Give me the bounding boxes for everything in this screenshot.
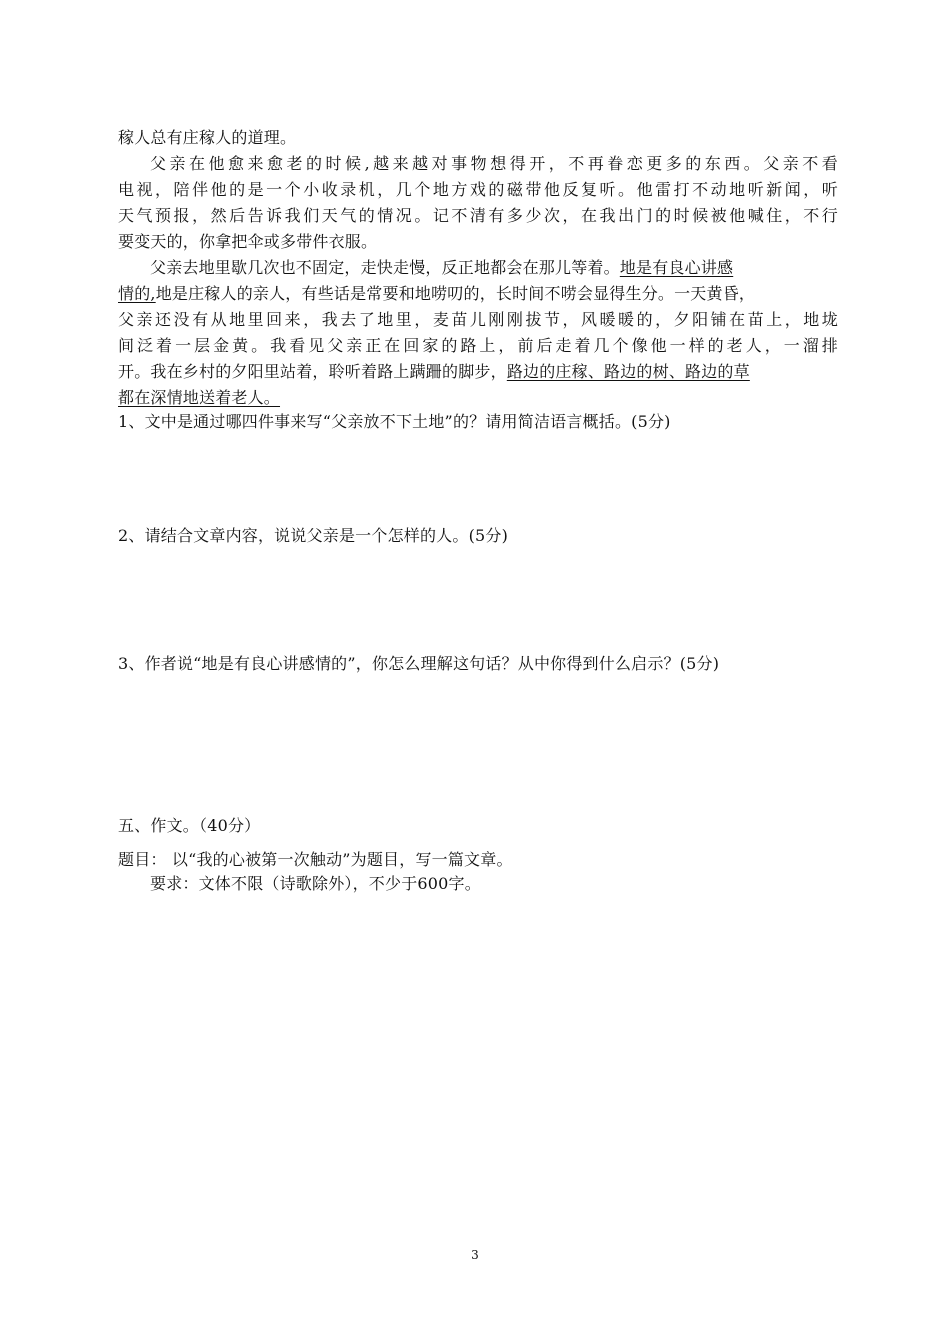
passage-line-11: [118, 386, 838, 410]
passage-line-7-text: 地是庄稼人的亲人，有些话是常要和地唠叨的，长时间不唠会显得生分。一天黄昏，: [155, 284, 756, 303]
passage-line-2: 父亲在他愈来愈老的时候,越来越对事物想得开，不再眷恋更多的东西。父亲不看: [150, 154, 838, 173]
passage-line-4: 天气预报，然后告诉我们天气的情况。记不清有多少次，在我出门的时候被他喊住，不行: [118, 206, 838, 225]
underlined-phrase-1-end: 情的,: [118, 284, 156, 303]
passage-line-5: 要变天的，你拿把伞或多带件衣服。: [118, 232, 378, 251]
passage-line-3: 电视，陪伴他的是一个小收录机，几个地方戏的磁带他反复听。他雷打不动地听新闻，听: [118, 180, 838, 199]
passage-line-6: [150, 256, 838, 280]
composition-topic: 题目： 以“我的心被第一次触动”为题目，写一篇文章。: [118, 850, 513, 869]
passage-line-10: [118, 360, 838, 384]
question-1: 1、文中是通过哪四件事来写“父亲放不下土地”的？请用简洁语言概括。(5分): [118, 412, 671, 431]
page-number: 3: [471, 1248, 479, 1262]
passage-line-6-text: 父亲去地里歇几次也不固定，走快走慢，反正地都会在那儿等着。: [150, 258, 620, 277]
underlined-phrase-2-start: 路边的庄稼、路边的树、路边的草: [506, 362, 750, 381]
underlined-phrase-1-start: 地是有良心讲感: [619, 258, 734, 277]
passage-line-8: 父亲还没有从地里回来，我去了地里，麦苗儿刚刚拔节，风暖暖的，夕阳铺在苗上，地垅: [118, 310, 838, 329]
passage-line-9: 间泛着一层金黄。我看见父亲正在回家的路上，前后走着几个像他一样的老人，一溜排: [118, 336, 838, 355]
question-3: 3、作者说“地是有良心讲感情的”，你怎么理解这句话？从中你得到什么启示？(5分): [118, 654, 720, 673]
passage-line-1: 稼人总有庄稼人的道理。: [118, 128, 297, 147]
composition-requirement: 要求：文体不限（诗歌除外），不少于600字。: [150, 874, 481, 893]
passage-line-10-text: 开。我在乡村的夕阳里站着，聆听着路上蹒跚的脚步，: [118, 362, 507, 381]
composition-heading: 五、作文。（40分）: [118, 816, 261, 835]
question-2: 2、请结合文章内容，说说父亲是一个怎样的人。(5分): [118, 526, 509, 545]
passage-line-7: [118, 282, 838, 306]
underlined-phrase-2-end: 都在深情地送着老人。: [118, 388, 281, 407]
